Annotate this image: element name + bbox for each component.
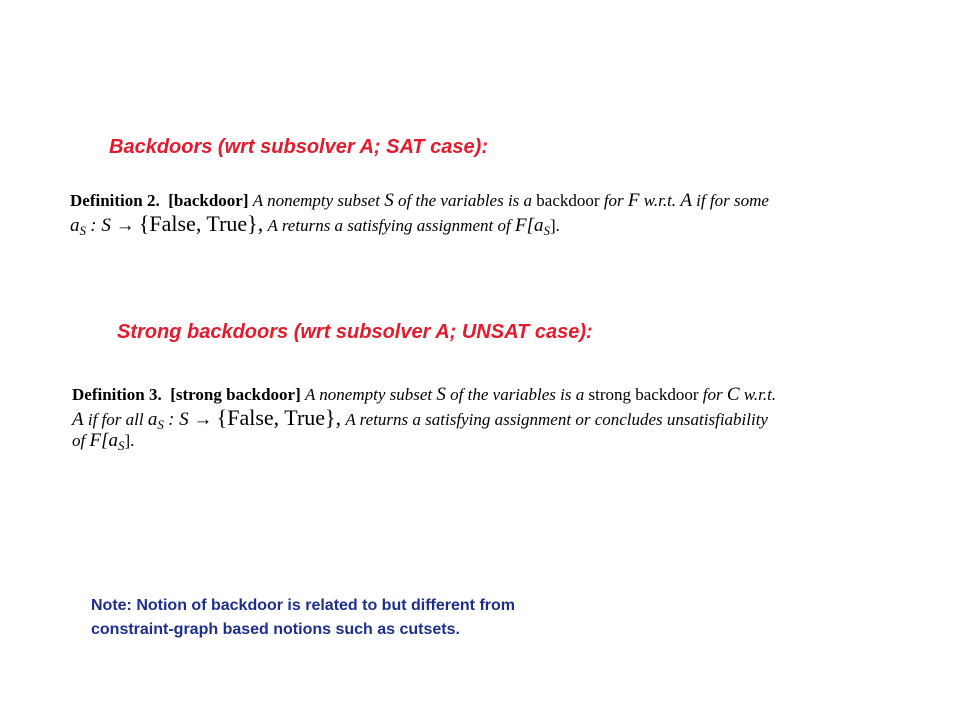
definition-3-text: for [702,385,723,404]
definition-2-text: of the variables is a [397,191,533,210]
math-var-s: S [384,190,394,211]
definition-3-label: Definition 3. [72,385,162,404]
math-mapping: : S → [168,409,213,430]
math-bracket-close: ]. [549,216,560,235]
math-subscript-s: S [79,223,86,238]
definition-2-text: A nonempty subset [252,191,380,210]
definition-2-text: for [603,191,624,210]
definition-2-text: A returns a satisfying assignment of [267,216,511,235]
math-var-a: A [680,190,692,211]
math-set-false-true: {False, True}, [216,405,342,430]
math-var-a: A [72,409,84,430]
definition-2 [70,189,900,238]
definition-3-text: A returns a satisfying assignment or concludes unsatisfiability [345,410,768,429]
math-f-of-a: F[a [89,430,118,451]
definition-3 [72,383,902,452]
definition-3-backdoor-word: strong backdoor [588,385,699,404]
math-var-f: F [627,190,640,211]
heading-strong-backdoors-unsat: Strong backdoors (wrt subsolver A; UNSAT case): [117,321,593,343]
definition-3-line-3 [72,429,902,452]
definition-3-text: A nonempty subset [304,385,433,404]
definition-3-line-1 [72,383,902,406]
math-f-of-a: F[a [514,215,544,236]
math-subscript-s: S [157,417,164,432]
definition-2-label: Definition 2. [70,191,160,210]
definition-2-text: if for some [696,191,769,210]
definition-2-term: [backdoor] [168,191,249,210]
definition-3-text: of [72,431,86,450]
definition-2-line-1 [70,189,900,212]
definition-3-term: [strong backdoor] [170,385,301,404]
definition-2-text: w.r.t. [643,191,677,210]
math-var-a-lower: a [147,409,158,430]
math-var-c: C [726,384,740,405]
definition-3-text: if for all [87,410,144,429]
math-set-false-true: {False, True}, [138,211,264,236]
definition-3-text: w.r.t. [743,385,777,404]
note-line-1: Note: Notion of backdoor is related to but different from [91,597,515,614]
definition-2-line-2 [70,211,900,238]
math-subscript-s: S [543,223,550,238]
heading-backdoors-sat: Backdoors (wrt subsolver A; SAT case): [109,136,488,158]
math-mapping: : S → [90,215,135,236]
definition-2-backdoor-word: backdoor [536,191,600,210]
math-subscript-s: S [117,438,125,453]
math-bracket-close: ]. [124,431,135,450]
definition-3-text: of the variables is a [450,385,585,404]
math-var-s: S [436,384,446,405]
note [91,594,515,642]
math-var-a-lower: a [70,215,80,236]
definition-3-line-2 [72,405,902,432]
note-line-2: constraint-graph based notions such as cutsets. [91,621,460,638]
